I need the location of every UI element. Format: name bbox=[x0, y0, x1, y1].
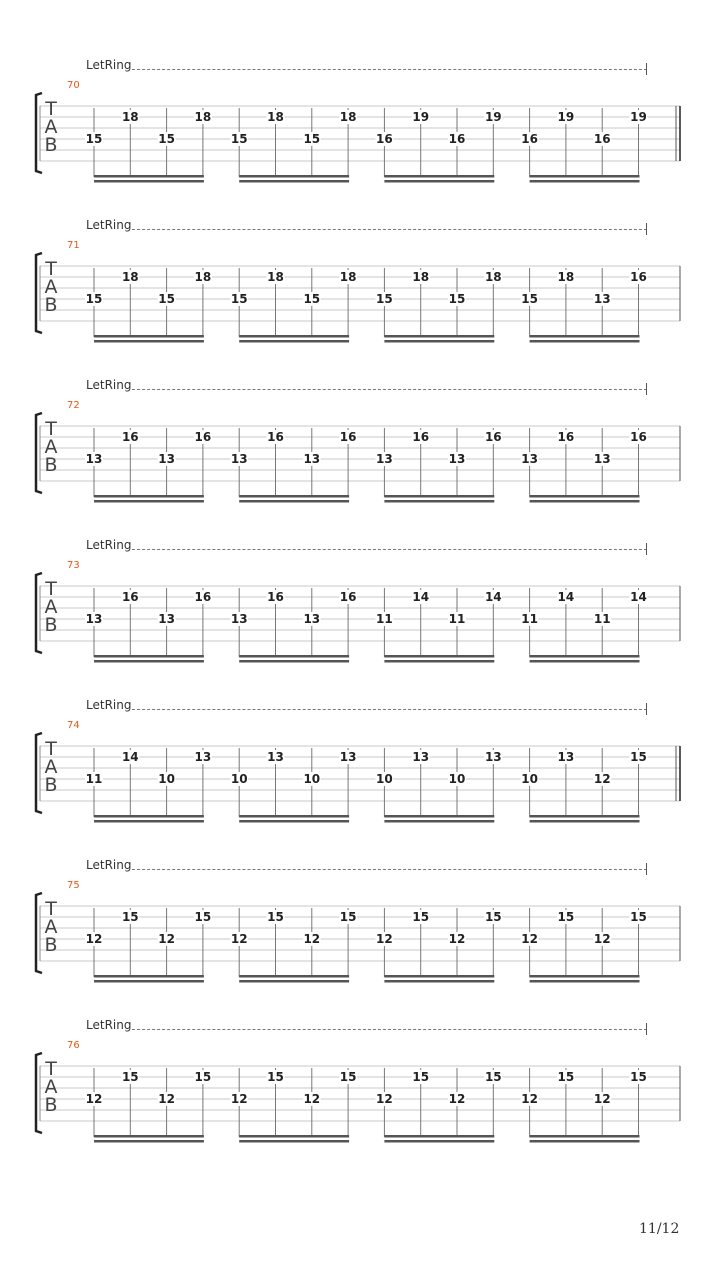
fret-number-low: 15 bbox=[376, 292, 393, 306]
fret-number-high: 15 bbox=[267, 910, 284, 924]
note-beam bbox=[530, 335, 640, 338]
tab-clef-letter: T bbox=[45, 1058, 57, 1080]
fret-number-low: 13 bbox=[158, 612, 175, 626]
let-ring-label: LetRing bbox=[86, 218, 132, 232]
fret-number-high: 14 bbox=[412, 590, 430, 604]
tab-clef-letter: T bbox=[45, 418, 57, 440]
fret-number-low: 12 bbox=[158, 932, 175, 946]
fret-number-low: 16 bbox=[593, 132, 611, 146]
fret-number-high: 13 bbox=[412, 750, 430, 764]
tab-clef-letter: A bbox=[44, 1076, 58, 1098]
fret-number-low: 12 bbox=[376, 932, 393, 946]
fret-number-low: 13 bbox=[85, 612, 103, 626]
note-beam bbox=[94, 495, 204, 498]
measure-number: 71 bbox=[67, 240, 80, 251]
measure-number: 76 bbox=[67, 1040, 80, 1051]
note-beam bbox=[530, 980, 640, 983]
tab-staff bbox=[0, 1021, 720, 1171]
fret-number-low: 12 bbox=[593, 932, 611, 946]
note-beam bbox=[239, 335, 349, 338]
note-beam bbox=[239, 815, 349, 818]
fret-number-low: 13 bbox=[593, 452, 611, 466]
fret-number-high: 15 bbox=[267, 1070, 284, 1084]
fret-number-low: 12 bbox=[85, 1092, 103, 1106]
fret-number-high: 13 bbox=[339, 750, 357, 764]
note-beam bbox=[239, 660, 349, 663]
fret-number-high: 15 bbox=[194, 1070, 212, 1084]
fret-number-high: 15 bbox=[484, 1070, 502, 1084]
fret-number-high: 13 bbox=[557, 750, 575, 764]
fret-number-low: 10 bbox=[376, 772, 393, 786]
note-beam bbox=[530, 975, 640, 978]
fret-number-high: 15 bbox=[339, 1070, 357, 1084]
tab-staff bbox=[0, 381, 720, 531]
note-beam bbox=[384, 655, 494, 658]
tab-clef-letter: A bbox=[44, 756, 58, 778]
note-beam bbox=[239, 175, 349, 178]
note-beam bbox=[94, 340, 204, 343]
tab-clef-letter: B bbox=[44, 294, 58, 316]
fret-number-high: 15 bbox=[412, 1070, 430, 1084]
note-beam bbox=[239, 975, 349, 978]
fret-number-high: 16 bbox=[267, 590, 284, 604]
note-beam bbox=[530, 655, 640, 658]
fret-number-low: 13 bbox=[593, 292, 611, 306]
fret-number-high: 16 bbox=[194, 590, 212, 604]
fret-number-low: 12 bbox=[521, 1092, 538, 1106]
fret-number-high: 13 bbox=[484, 750, 502, 764]
fret-number-low: 12 bbox=[376, 1092, 393, 1106]
fret-number-high: 18 bbox=[484, 270, 502, 284]
fret-number-low: 15 bbox=[85, 132, 103, 146]
note-beam bbox=[94, 975, 204, 978]
note-beam bbox=[384, 340, 494, 343]
tab-clef-letter: T bbox=[45, 258, 57, 280]
note-beam bbox=[384, 335, 494, 338]
fret-number-low: 13 bbox=[158, 452, 175, 466]
fret-number-low: 12 bbox=[593, 772, 611, 786]
note-beam bbox=[94, 1140, 204, 1143]
fret-number-high: 19 bbox=[630, 110, 647, 124]
fret-number-low: 15 bbox=[448, 292, 466, 306]
fret-number-high: 18 bbox=[121, 110, 139, 124]
fret-number-low: 16 bbox=[376, 132, 393, 146]
fret-number-low: 12 bbox=[448, 1092, 466, 1106]
tab-clef-letter: B bbox=[44, 774, 58, 796]
fret-number-low: 11 bbox=[376, 612, 393, 626]
fret-number-low: 10 bbox=[230, 772, 248, 786]
note-beam bbox=[384, 1140, 494, 1143]
note-beam bbox=[239, 655, 349, 658]
tab-system bbox=[0, 1018, 720, 1181]
fret-number-high: 18 bbox=[267, 110, 284, 124]
note-beam bbox=[384, 975, 494, 978]
fret-number-low: 15 bbox=[158, 132, 175, 146]
fret-number-low: 10 bbox=[521, 772, 538, 786]
measure-number: 74 bbox=[67, 720, 80, 731]
fret-number-low: 13 bbox=[85, 452, 103, 466]
tab-system bbox=[0, 538, 720, 701]
note-beam bbox=[239, 1140, 349, 1143]
fret-number-low: 12 bbox=[230, 1092, 248, 1106]
tab-clef-letter: T bbox=[45, 898, 57, 920]
fret-number-high: 16 bbox=[557, 430, 575, 444]
let-ring-label: LetRing bbox=[86, 378, 132, 392]
tab-clef-letter: T bbox=[45, 738, 57, 760]
fret-number-high: 15 bbox=[630, 910, 647, 924]
note-beam bbox=[94, 815, 204, 818]
note-beam bbox=[530, 1135, 640, 1138]
note-beam bbox=[239, 1135, 349, 1138]
fret-number-low: 12 bbox=[230, 932, 248, 946]
tab-clef-letter: B bbox=[44, 134, 58, 156]
fret-number-low: 10 bbox=[158, 772, 175, 786]
fret-number-high: 15 bbox=[484, 910, 502, 924]
fret-number-low: 11 bbox=[85, 772, 103, 786]
fret-number-low: 15 bbox=[303, 132, 321, 146]
note-beam bbox=[530, 180, 640, 183]
fret-number-high: 15 bbox=[121, 910, 139, 924]
tab-clef-letter: B bbox=[44, 454, 58, 476]
fret-number-high: 13 bbox=[267, 750, 284, 764]
note-beam bbox=[94, 335, 204, 338]
fret-number-high: 18 bbox=[121, 270, 139, 284]
fret-number-high: 18 bbox=[339, 270, 357, 284]
fret-number-high: 19 bbox=[412, 110, 430, 124]
fret-number-high: 15 bbox=[557, 910, 575, 924]
fret-number-low: 13 bbox=[230, 452, 248, 466]
tab-staff bbox=[0, 861, 720, 1011]
fret-number-high: 14 bbox=[484, 590, 502, 604]
fret-number-high: 16 bbox=[339, 430, 357, 444]
fret-number-low: 15 bbox=[303, 292, 321, 306]
fret-number-low: 11 bbox=[593, 612, 611, 626]
note-beam bbox=[384, 175, 494, 178]
note-beam bbox=[384, 180, 494, 183]
measure-number: 73 bbox=[67, 560, 80, 571]
note-beam bbox=[530, 815, 640, 818]
fret-number-high: 16 bbox=[484, 430, 502, 444]
note-beam bbox=[239, 500, 349, 503]
note-beam bbox=[384, 820, 494, 823]
note-beam bbox=[384, 500, 494, 503]
note-beam bbox=[239, 495, 349, 498]
fret-number-low: 11 bbox=[521, 612, 538, 626]
fret-number-high: 15 bbox=[630, 750, 647, 764]
fret-number-low: 15 bbox=[230, 132, 248, 146]
fret-number-high: 14 bbox=[557, 590, 575, 604]
fret-number-low: 12 bbox=[158, 1092, 175, 1106]
fret-number-low: 12 bbox=[593, 1092, 611, 1106]
fret-number-low: 13 bbox=[448, 452, 466, 466]
fret-number-low: 13 bbox=[230, 612, 248, 626]
tab-clef-letter: B bbox=[44, 934, 58, 956]
tab-clef-letter: T bbox=[45, 98, 57, 120]
tab-clef-letter: T bbox=[45, 578, 57, 600]
fret-number-low: 12 bbox=[521, 932, 538, 946]
tab-clef-letter: B bbox=[44, 614, 58, 636]
measure-number: 70 bbox=[67, 80, 80, 91]
fret-number-low: 13 bbox=[376, 452, 393, 466]
page-number: 11/12 bbox=[639, 1221, 680, 1237]
note-beam bbox=[94, 500, 204, 503]
fret-number-low: 15 bbox=[85, 292, 103, 306]
note-beam bbox=[94, 660, 204, 663]
fret-number-low: 12 bbox=[303, 1092, 321, 1106]
tab-staff bbox=[0, 701, 720, 851]
fret-number-high: 14 bbox=[630, 590, 647, 604]
note-beam bbox=[239, 180, 349, 183]
fret-number-high: 15 bbox=[194, 910, 212, 924]
note-beam bbox=[94, 175, 204, 178]
measure-number: 75 bbox=[67, 880, 80, 891]
let-ring-label: LetRing bbox=[86, 858, 132, 872]
note-beam bbox=[239, 820, 349, 823]
tab-clef-letter: B bbox=[44, 1094, 58, 1116]
note-beam bbox=[239, 980, 349, 983]
fret-number-high: 15 bbox=[557, 1070, 575, 1084]
note-beam bbox=[530, 660, 640, 663]
note-beam bbox=[94, 1135, 204, 1138]
measure-number: 72 bbox=[67, 400, 80, 411]
fret-number-low: 15 bbox=[158, 292, 175, 306]
fret-number-low: 13 bbox=[303, 612, 321, 626]
fret-number-high: 18 bbox=[412, 270, 430, 284]
note-beam bbox=[530, 500, 640, 503]
fret-number-high: 16 bbox=[194, 430, 212, 444]
fret-number-low: 16 bbox=[521, 132, 538, 146]
note-beam bbox=[384, 980, 494, 983]
tab-clef-letter: A bbox=[44, 596, 58, 618]
tab-system bbox=[0, 858, 720, 1021]
note-beam bbox=[384, 1135, 494, 1138]
fret-number-low: 13 bbox=[521, 452, 538, 466]
fret-number-high: 16 bbox=[121, 590, 139, 604]
fret-number-high: 19 bbox=[557, 110, 575, 124]
tab-staff bbox=[0, 221, 720, 371]
tab-clef-letter: A bbox=[44, 916, 58, 938]
fret-number-high: 16 bbox=[630, 270, 647, 284]
fret-number-low: 16 bbox=[448, 132, 466, 146]
tab-system bbox=[0, 218, 720, 381]
note-beam bbox=[94, 980, 204, 983]
fret-number-high: 18 bbox=[194, 110, 212, 124]
note-beam bbox=[384, 815, 494, 818]
tab-staff bbox=[0, 61, 720, 211]
tab-clef-letter: A bbox=[44, 276, 58, 298]
let-ring-label: LetRing bbox=[86, 538, 132, 552]
fret-number-low: 13 bbox=[303, 452, 321, 466]
fret-number-low: 10 bbox=[448, 772, 466, 786]
fret-number-high: 16 bbox=[339, 590, 357, 604]
tab-system bbox=[0, 58, 720, 221]
tab-staff bbox=[0, 541, 720, 691]
fret-number-high: 18 bbox=[194, 270, 212, 284]
fret-number-high: 16 bbox=[121, 430, 139, 444]
fret-number-low: 10 bbox=[303, 772, 321, 786]
note-beam bbox=[530, 1140, 640, 1143]
tab-system bbox=[0, 698, 720, 861]
let-ring-label: LetRing bbox=[86, 1018, 132, 1032]
note-beam bbox=[530, 340, 640, 343]
fret-number-low: 15 bbox=[230, 292, 248, 306]
tab-system bbox=[0, 378, 720, 541]
fret-number-high: 18 bbox=[557, 270, 575, 284]
fret-number-high: 15 bbox=[412, 910, 430, 924]
fret-number-high: 15 bbox=[121, 1070, 139, 1084]
note-beam bbox=[94, 655, 204, 658]
note-beam bbox=[530, 820, 640, 823]
fret-number-high: 13 bbox=[194, 750, 212, 764]
note-beam bbox=[384, 660, 494, 663]
let-ring-label: LetRing bbox=[86, 58, 132, 72]
note-beam bbox=[239, 340, 349, 343]
fret-number-low: 12 bbox=[448, 932, 466, 946]
let-ring-label: LetRing bbox=[86, 698, 132, 712]
note-beam bbox=[530, 495, 640, 498]
fret-number-high: 15 bbox=[630, 1070, 647, 1084]
fret-number-low: 11 bbox=[448, 612, 466, 626]
fret-number-high: 18 bbox=[267, 270, 284, 284]
fret-number-low: 15 bbox=[521, 292, 538, 306]
fret-number-high: 15 bbox=[339, 910, 357, 924]
fret-number-high: 16 bbox=[267, 430, 284, 444]
fret-number-high: 16 bbox=[630, 430, 647, 444]
fret-number-high: 16 bbox=[412, 430, 430, 444]
note-beam bbox=[94, 820, 204, 823]
fret-number-high: 19 bbox=[484, 110, 502, 124]
tab-clef-letter: A bbox=[44, 436, 58, 458]
fret-number-low: 12 bbox=[303, 932, 321, 946]
tab-clef-letter: A bbox=[44, 116, 58, 138]
note-beam bbox=[94, 180, 204, 183]
note-beam bbox=[530, 175, 640, 178]
fret-number-high: 14 bbox=[121, 750, 139, 764]
fret-number-low: 12 bbox=[85, 932, 103, 946]
note-beam bbox=[384, 495, 494, 498]
fret-number-high: 18 bbox=[339, 110, 357, 124]
